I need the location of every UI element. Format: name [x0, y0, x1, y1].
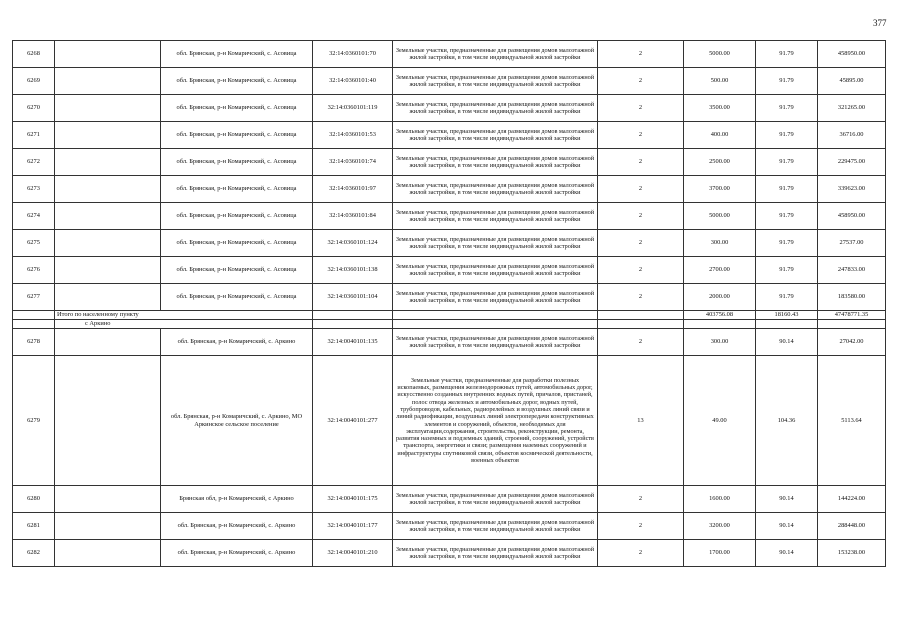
land-use-cell: Земельные участки, предназначенные для размещения домов малоэтажной жилой застройки, в том числе индивидуальной жилой застройки	[393, 540, 598, 567]
cadastral-number-cell: 32:14:0360101:97	[313, 176, 393, 203]
total-area: 403756.08	[684, 311, 756, 320]
rate-cell: 90.14	[756, 329, 818, 356]
address-cell: обл. Брянская, р-н Комаричский, с. Асовица	[161, 284, 313, 311]
table-row	[13, 95, 886, 122]
land-use-cell: Земельные участки, предназначенные для размещения домов малоэтажной жилой застройки, в том числе индивидуальной жилой застройки	[393, 513, 598, 540]
empty-cell	[13, 320, 55, 329]
rate-cell: 104.36	[756, 356, 818, 486]
table-row	[13, 513, 886, 540]
cadastral-value-cell: 321265.00	[818, 95, 886, 122]
group-cell: 2	[598, 122, 684, 149]
row-number: 6274	[13, 203, 55, 230]
area-cell: 5000.00	[684, 203, 756, 230]
group-cell: 2	[598, 513, 684, 540]
row-number: 6273	[13, 176, 55, 203]
page-number: 377	[873, 18, 887, 28]
cadastral-number-cell: 32:14:0360101:70	[313, 41, 393, 68]
row-number: 6279	[13, 356, 55, 486]
empty-cell	[598, 311, 684, 320]
cadastral-number-cell: 32:14:0040101:135	[313, 329, 393, 356]
area-cell: 2700.00	[684, 257, 756, 284]
group-cell: 2	[598, 329, 684, 356]
row-number: 6277	[13, 284, 55, 311]
empty-cell	[55, 486, 161, 513]
table-row	[13, 149, 886, 176]
cadastral-value-cell: 183580.00	[818, 284, 886, 311]
land-use-cell: Земельные участки, предназначенные для размещения домов малоэтажной жилой застройки, в том числе индивидуальной жилой застройки	[393, 41, 598, 68]
address-cell: обл. Брянская, р-н Комаричский, с. Аркино	[161, 513, 313, 540]
empty-cell	[313, 311, 393, 320]
empty-cell	[756, 320, 818, 329]
cadastral-number-cell: 32:14:0040101:277	[313, 356, 393, 486]
cadastral-value-cell: 27537.00	[818, 230, 886, 257]
cadastral-value-cell: 229475.00	[818, 149, 886, 176]
group-cell: 2	[598, 257, 684, 284]
empty-cell	[313, 320, 393, 329]
group-cell: 13	[598, 356, 684, 486]
table-row	[13, 540, 886, 567]
address-cell: обл. Брянская, р-н Комаричский, с. Аркино, МО Аркинское сельское поселение	[161, 356, 313, 486]
settlement-heading-row	[13, 320, 886, 329]
table-row	[13, 176, 886, 203]
address-cell: обл. Брянская, р-н Комаричский, с. Асовица	[161, 95, 313, 122]
area-cell: 3500.00	[684, 95, 756, 122]
cadastral-number-cell: 32:14:0040101:210	[313, 540, 393, 567]
group-cell: 2	[598, 41, 684, 68]
group-cell: 2	[598, 486, 684, 513]
area-cell: 300.00	[684, 329, 756, 356]
row-number: 6281	[13, 513, 55, 540]
address-cell: обл. Брянская, р-н Комаричский, с. Аркино	[161, 329, 313, 356]
table-row	[13, 230, 886, 257]
area-cell: 1700.00	[684, 540, 756, 567]
land-registry-table	[12, 40, 886, 567]
rate-cell: 91.79	[756, 95, 818, 122]
row-number: 6278	[13, 329, 55, 356]
rate-cell: 91.79	[756, 230, 818, 257]
rate-cell: 91.79	[756, 284, 818, 311]
empty-cell	[393, 311, 598, 320]
row-number: 6269	[13, 68, 55, 95]
total-rate: 18160.43	[756, 311, 818, 320]
area-cell: 49.00	[684, 356, 756, 486]
table-row	[13, 284, 886, 311]
empty-cell	[55, 540, 161, 567]
area-cell: 3200.00	[684, 513, 756, 540]
cadastral-number-cell: 32:14:0360101:53	[313, 122, 393, 149]
land-use-cell: Земельные участки, предназначенные для размещения домов малоэтажной жилой застройки, в том числе индивидуальной жилой застройки	[393, 149, 598, 176]
empty-cell	[55, 176, 161, 203]
row-number: 6271	[13, 122, 55, 149]
cadastral-number-cell: 32:14:0040101:177	[313, 513, 393, 540]
land-use-cell: Земельные участки, предназначенные для размещения домов малоэтажной жилой застройки, в том числе индивидуальной жилой застройки	[393, 68, 598, 95]
rate-cell: 91.79	[756, 257, 818, 284]
cadastral-value-cell: 458950.00	[818, 203, 886, 230]
rate-cell: 91.79	[756, 41, 818, 68]
group-cell: 2	[598, 203, 684, 230]
group-cell: 2	[598, 284, 684, 311]
area-cell: 1600.00	[684, 486, 756, 513]
row-number: 6268	[13, 41, 55, 68]
row-number: 6270	[13, 95, 55, 122]
cadastral-number-cell: 32:14:0360101:119	[313, 95, 393, 122]
empty-cell	[55, 149, 161, 176]
group-cell: 2	[598, 149, 684, 176]
table-row	[13, 329, 886, 356]
empty-cell	[55, 284, 161, 311]
cadastral-value-cell: 339623.00	[818, 176, 886, 203]
empty-cell	[55, 41, 161, 68]
cadastral-number-cell: 32:14:0360101:124	[313, 230, 393, 257]
area-cell: 5000.00	[684, 41, 756, 68]
table-row	[13, 257, 886, 284]
land-use-cell: Земельные участки, предназначенные для размещения домов малоэтажной жилой застройки, в том числе индивидуальной жилой застройки	[393, 486, 598, 513]
rate-cell: 90.14	[756, 513, 818, 540]
group-cell: 2	[598, 95, 684, 122]
settlement-heading: с Аркино	[55, 320, 313, 329]
cadastral-value-cell: 36716.00	[818, 122, 886, 149]
empty-cell	[55, 329, 161, 356]
area-cell: 2000.00	[684, 284, 756, 311]
area-cell: 3700.00	[684, 176, 756, 203]
group-cell: 2	[598, 540, 684, 567]
empty-cell	[55, 95, 161, 122]
cadastral-number-cell: 32:14:0360101:104	[313, 284, 393, 311]
group-cell: 2	[598, 176, 684, 203]
row-number: 6280	[13, 486, 55, 513]
land-use-cell: Земельные участки, предназначенные для размещения домов малоэтажной жилой застройки, в том числе индивидуальной жилой застройки	[393, 203, 598, 230]
address-cell: обл. Брянская, р-н Комаричский, с. Асовица	[161, 149, 313, 176]
row-number: 6275	[13, 230, 55, 257]
address-cell: обл. Брянская, р-н Комаричский, с. Асовица	[161, 68, 313, 95]
land-use-cell: Земельные участки, предназначенные для размещения домов малоэтажной жилой застройки, в том числе индивидуальной жилой застройки	[393, 329, 598, 356]
address-cell: обл. Брянская, р-н Комаричский, с. Асовица	[161, 41, 313, 68]
area-cell: 2500.00	[684, 149, 756, 176]
cadastral-value-cell: 153238.00	[818, 540, 886, 567]
address-cell: обл. Брянская, р-н Комаричский, с. Асовица	[161, 203, 313, 230]
cadastral-value-cell: 458950.00	[818, 41, 886, 68]
address-cell: обл. Брянская, р-н Комаричский, с. Асовица	[161, 257, 313, 284]
empty-cell	[684, 320, 756, 329]
rate-cell: 91.79	[756, 176, 818, 203]
land-use-cell: Земельные участки, предназначенные для размещения домов малоэтажной жилой застройки, в том числе индивидуальной жилой застройки	[393, 95, 598, 122]
cadastral-value-cell: 27042.00	[818, 329, 886, 356]
empty-cell	[55, 68, 161, 95]
address-cell: обл. Брянская, р-н Комаричский, с. Асовица	[161, 122, 313, 149]
table-row	[13, 486, 886, 513]
address-cell: Брянская обл, р-н Комаричский, с Аркино	[161, 486, 313, 513]
cadastral-number-cell: 32:14:0360101:74	[313, 149, 393, 176]
row-number: 6276	[13, 257, 55, 284]
total-row	[13, 311, 886, 320]
cadastral-value-cell: 247833.00	[818, 257, 886, 284]
row-number: 6272	[13, 149, 55, 176]
table-row	[13, 203, 886, 230]
rate-cell: 91.79	[756, 149, 818, 176]
empty-cell	[13, 311, 55, 320]
table-row	[13, 41, 886, 68]
empty-cell	[393, 320, 598, 329]
rate-cell: 91.79	[756, 203, 818, 230]
empty-cell	[55, 356, 161, 486]
land-use-cell: Земельные участки, предназначенные для размещения домов малоэтажной жилой застройки, в том числе индивидуальной жилой застройки	[393, 257, 598, 284]
group-cell: 2	[598, 230, 684, 257]
area-cell: 400.00	[684, 122, 756, 149]
table-row	[13, 356, 886, 486]
rate-cell: 90.14	[756, 486, 818, 513]
empty-cell	[55, 257, 161, 284]
empty-cell	[598, 320, 684, 329]
land-use-cell: Земельные участки, предназначенные для размещения домов малоэтажной жилой застройки, в том числе индивидуальной жилой застройки	[393, 284, 598, 311]
address-cell: обл. Брянская, р-н Комаричский, с. Асовица	[161, 230, 313, 257]
cadastral-number-cell: 32:14:0040101:175	[313, 486, 393, 513]
table-row	[13, 68, 886, 95]
cadastral-value-cell: 288448.00	[818, 513, 886, 540]
row-number: 6282	[13, 540, 55, 567]
empty-cell	[55, 122, 161, 149]
cadastral-value-cell: 144224.00	[818, 486, 886, 513]
rate-cell: 91.79	[756, 68, 818, 95]
address-cell: обл. Брянская, р-н Комаричский, с. Аркино	[161, 540, 313, 567]
cadastral-number-cell: 32:14:0360101:138	[313, 257, 393, 284]
group-cell: 2	[598, 68, 684, 95]
rate-cell: 91.79	[756, 122, 818, 149]
land-use-cell: Земельные участки, предназначенные для размещения домов малоэтажной жилой застройки, в том числе индивидуальной жилой застройки	[393, 122, 598, 149]
total-label: Итого по населенному пункту	[55, 311, 313, 320]
table-row	[13, 122, 886, 149]
area-cell: 500.00	[684, 68, 756, 95]
area-cell: 300.00	[684, 230, 756, 257]
cadastral-number-cell: 32:14:0360101:84	[313, 203, 393, 230]
empty-cell	[55, 513, 161, 540]
empty-cell	[55, 203, 161, 230]
land-use-cell: Земельные участки, предназначенные для размещения домов малоэтажной жилой застройки, в том числе индивидуальной жилой застройки	[393, 176, 598, 203]
empty-cell	[55, 230, 161, 257]
address-cell: обл. Брянская, р-н Комаричский, с. Асовица	[161, 176, 313, 203]
rate-cell: 90.14	[756, 540, 818, 567]
cadastral-number-cell: 32:14:0360101:40	[313, 68, 393, 95]
land-use-cell: Земельные участки, предназначенные для разработки полезных ископаемых, размещения железнодорожных путей, автомобильных дорог, искусственно созданных внутренних водных путей, причалов, пристаней, полос отвода железных и автомобильных дорог, водных путей, трубопроводов, кабельных, радиорелейных и воздушных линий связи и линий радиофикации, воздушных линий электропередачи конструктивных элементов и сооружений, объектов, необходимых для эксплуатации,содержания, строительства, реконструкции, ремонта, развития наземных и подземных зданий, строений, сооружений, устройств транспорта, энергетики и связи; размещения наземных сооружений и инфраструктуры спутниковой связи, объектов космической деятельности, военных объектов	[393, 356, 598, 486]
cadastral-value-cell: 5113.64	[818, 356, 886, 486]
cadastral-value-cell: 45895.00	[818, 68, 886, 95]
total-value: 47478771.35	[818, 311, 886, 320]
empty-cell	[818, 320, 886, 329]
land-use-cell: Земельные участки, предназначенные для размещения домов малоэтажной жилой застройки, в том числе индивидуальной жилой застройки	[393, 230, 598, 257]
